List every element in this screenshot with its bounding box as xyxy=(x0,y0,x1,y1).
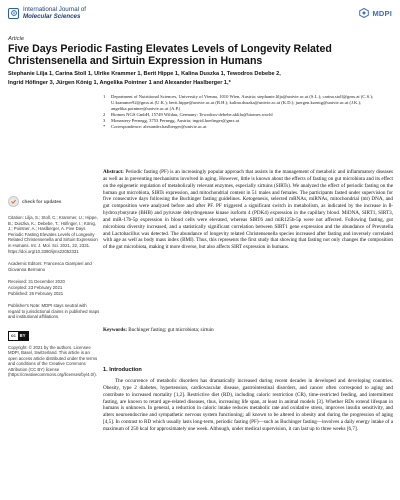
check-updates-icon xyxy=(8,196,19,207)
introduction-paragraph: The occurrence of metabolic disorders has dramatically increased during recent decades in developed and developing countries. Obesity, type 2 diabetes, hypertension, cardiovascular disease, gastrointestinal disorders, and cancer often correspond to aging and contribute to increased mortality [1,2]. Restrictive diet (RD), including caloric restriction (CR), time-restricted feeding, and intermittent fasting, are known to retard age-related diseases, thus, increasing life span, at least in animal models [3]. Whether RDs extend lifespan in humans is unknown. In general, a reduction in caloric intake reduces metabolic rate and oxidative stress, improves insulin sensitivity, and alters neuroendocrine and sympathetic nervous system functioning; all known to be altered in obesity and during the progression of aging [4,5]. In contrast to RD which usually lasts long-term, periodic fasting (PF)—such as Buchinger fasting—involves a daily energy intake of a maximum of 250 kcal for approximately one week. Although, under medical supervision, it can last up to three weeks [6,7]. xyxy=(103,378,393,432)
author-line-1: Stephanie Lilja 1, Carina Stoll 1, Ulrike Krammer 1, Berit Hippe 1, Kalina Duszka 1, Tewodros Debebe 2, xyxy=(8,71,281,77)
abstract xyxy=(103,169,393,251)
journal-mark-icon xyxy=(8,8,19,19)
sidebar xyxy=(8,196,100,385)
author-list xyxy=(8,70,392,87)
check-updates-button[interactable] xyxy=(8,196,100,207)
publication-dates xyxy=(8,279,100,296)
cc-by-license-badge[interactable] xyxy=(8,331,29,341)
affiliations xyxy=(103,94,393,129)
affiliation-3: 3 Monastery Pernegg, 3753 Pernegg, Austria; ingrid.hoefinger@gmx.at xyxy=(103,117,240,123)
journal-name-line1: International Journal of xyxy=(23,6,86,13)
keywords-label: Keywords: xyxy=(103,327,127,333)
affiliation-2: 2 Biomes NGS GmbH, 15749 Wildau, Germany; Tewodros-debebe.aklilu@biomes.world xyxy=(103,111,273,117)
abstract-label: Abstract: xyxy=(103,169,124,175)
paper-title: Five Days Periodic Fasting Elevates Levels of Longevity Related Christensenella and Sirtuin Expression in Humans xyxy=(8,43,332,67)
publisher-logo xyxy=(359,8,392,18)
section-heading-introduction: 1. Introduction xyxy=(103,367,142,373)
copyright-notice: Copyright: © 2021 by the authors. Licensee MDPI, Basel, Switzerland. This article is an open access article distributed under the terms and conditions of the Creative Commons Attribution (CC BY) license (https://creativecommons.org/licenses/by/4.0/). xyxy=(8,344,98,378)
affiliation-1: 1 Department of Nutritional Sciences, University of Vienna, 1010 Wien, Austria; stephanie.lilja@univie.ac.at (S.L.); carina.stoll@gmx.at (C.S.); U.krammer92@gmx.at (U.K.); berit.hippe@univie.ac.at (B.H.); kalina.duszka@univie.ac.at (K.D.); juergen.koenig@univie.ac.at (J.K.); angelika.pointner@univie.ac.at (A.P.) xyxy=(103,94,374,111)
check-updates-label: check for updates xyxy=(22,199,62,204)
journal-name xyxy=(23,6,86,20)
cc-badge-right: BY xyxy=(19,332,26,338)
author-line-2: Ingrid Höfinger 3, Jürgen König 1, Angelika Pointner 1 and Alexander Haslberger 1,* xyxy=(8,79,231,86)
date-published: Published: 26 February 2021 xyxy=(8,290,64,296)
keywords-text: Buchinger fasting; gut microbiota; sirtuin xyxy=(128,327,214,333)
correspondence: * Correspondence: alexander.haslberger@univie.ac.at xyxy=(103,123,207,129)
keywords xyxy=(103,327,393,334)
article-type: Article xyxy=(8,36,25,42)
publisher-name: MDPI xyxy=(372,8,392,18)
journal-logo xyxy=(8,6,86,20)
date-received: Received: 31 December 2020 xyxy=(8,279,65,285)
publisher-note: Publisher's Note: MDPI stays neutral with regard to jurisdictional claims in published maps and institutional affiliations. xyxy=(8,303,100,320)
citation: Citation: Lilja, S.; Stoll, C.; Krammer, U.; Hippe, B.; Duszka, K.; Debebe, T.; Höfinger, I.; König, J.; Pointner, A.; Haslberger, A. Five Days Periodic Fasting Elevates Levels of Longevity Related Christensenella and Sirtuin Expression in Humans. Int. J. Mol. Sci. 2021, 22, 2331. https://doi.org/10.3390/ijms22052331 xyxy=(8,215,98,254)
date-accepted: Accepted: 23 February 2021 xyxy=(8,284,63,290)
cc-badge-left: cc xyxy=(11,332,16,338)
academic-editors: Academic Editors: Francesca Giampieri and Giovanna Bermano xyxy=(8,261,92,272)
mdpi-icon xyxy=(359,8,369,18)
journal-name-line2: Molecular Sciences xyxy=(23,13,81,20)
abstract-text: Periodic fasting (PF) is an increasingly popular approach that assists in the management of metabolic and inflammatory diseases as well as in preventing mechanisms involved in aging. However, little is known about the effects of fasting on gut microbiota and its effect on the epigenetic regulation of metabolically relevant enzymes, especially sirtuins (SIRTs). We analyzed the effect of periodic fasting on the human gut microbiota, SIRTs expression, and mitochondrial content in 51 males and females. The participants fasted under supervision for five consecutive days following the Buchinger fasting guidelines. Ketogenesis, selected mRNAs, miRNAs, mitochondrial (mt) DNA, and gut composition were analyzed before and after PF. PF triggered a significant switch in metabolism, as indicated by the increase in ß-hydroxybutyrate (BHB) and pyruvate dehydrogenase kinase isoform 4 (PDK4) expression in the capillary blood. MiDNA, SIRT1, SIRT3, and miR-17b-5p expression in blood cells were elevated, whereas SIRT6 and miR125b-5p were not affected. Following fasting, gut microbiota diversity increased, and a statistically significant correlation between SIRT1 gene expression and the abundance of Prevotella and Lactobacillus was detected. The abundance of longevity related Christensenella species increased after fasting and inversely correlated with age as well as body mass index (BMI). Thus, this represents the first study that showing that fasting not only changes the composition of the gut microbiota, making it more diverse, but also affects SIRT expression in humans. xyxy=(103,169,393,251)
